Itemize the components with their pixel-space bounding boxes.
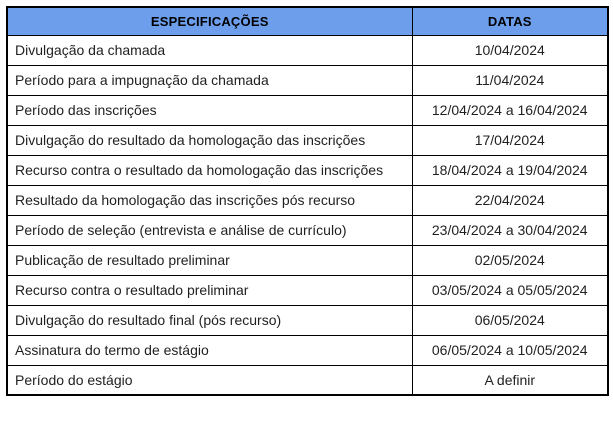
table-row bbox=[7, 95, 608, 125]
column-header-especificacoes: ESPECIFICAÇÕES bbox=[7, 7, 412, 35]
date-cell: 10/04/2024 bbox=[412, 35, 608, 65]
spec-cell: Divulgação do resultado da homologação das inscrições bbox=[7, 125, 412, 155]
spec-cell: Divulgação do resultado final (pós recurso) bbox=[7, 305, 412, 335]
table-row bbox=[7, 245, 608, 275]
schedule-table bbox=[6, 6, 609, 396]
date-cell: 12/04/2024 a 16/04/2024 bbox=[412, 95, 608, 125]
table-row bbox=[7, 275, 608, 305]
date-cell: 23/04/2024 a 30/04/2024 bbox=[412, 215, 608, 245]
column-header-datas: DATAS bbox=[412, 7, 608, 35]
date-cell: 17/04/2024 bbox=[412, 125, 608, 155]
spec-cell: Divulgação da chamada bbox=[7, 35, 412, 65]
table-row bbox=[7, 125, 608, 155]
date-cell: 22/04/2024 bbox=[412, 185, 608, 215]
spec-cell: Publicação de resultado preliminar bbox=[7, 245, 412, 275]
table-row bbox=[7, 65, 608, 95]
spec-cell: Período das inscrições bbox=[7, 95, 412, 125]
table-row bbox=[7, 365, 608, 395]
date-cell: 02/05/2024 bbox=[412, 245, 608, 275]
spec-cell: Assinatura do termo de estágio bbox=[7, 335, 412, 365]
spec-cell: Recurso contra o resultado preliminar bbox=[7, 275, 412, 305]
spec-cell: Resultado da homologação das inscrições pós recurso bbox=[7, 185, 412, 215]
spec-cell: Recurso contra o resultado da homologação das inscrições bbox=[7, 155, 412, 185]
date-cell: 06/05/2024 a 10/05/2024 bbox=[412, 335, 608, 365]
table-row bbox=[7, 35, 608, 65]
table-row bbox=[7, 185, 608, 215]
table-header-row bbox=[7, 7, 608, 35]
table-row bbox=[7, 335, 608, 365]
date-cell: 06/05/2024 bbox=[412, 305, 608, 335]
table-row bbox=[7, 155, 608, 185]
date-cell: A definir bbox=[412, 365, 608, 395]
date-cell: 03/05/2024 a 05/05/2024 bbox=[412, 275, 608, 305]
spec-cell: Período do estágio bbox=[7, 365, 412, 395]
table-row bbox=[7, 215, 608, 245]
date-cell: 11/04/2024 bbox=[412, 65, 608, 95]
table-row bbox=[7, 305, 608, 335]
date-cell: 18/04/2024 a 19/04/2024 bbox=[412, 155, 608, 185]
spec-cell: Período para a impugnação da chamada bbox=[7, 65, 412, 95]
spec-cell: Período de seleção (entrevista e análise de currículo) bbox=[7, 215, 412, 245]
